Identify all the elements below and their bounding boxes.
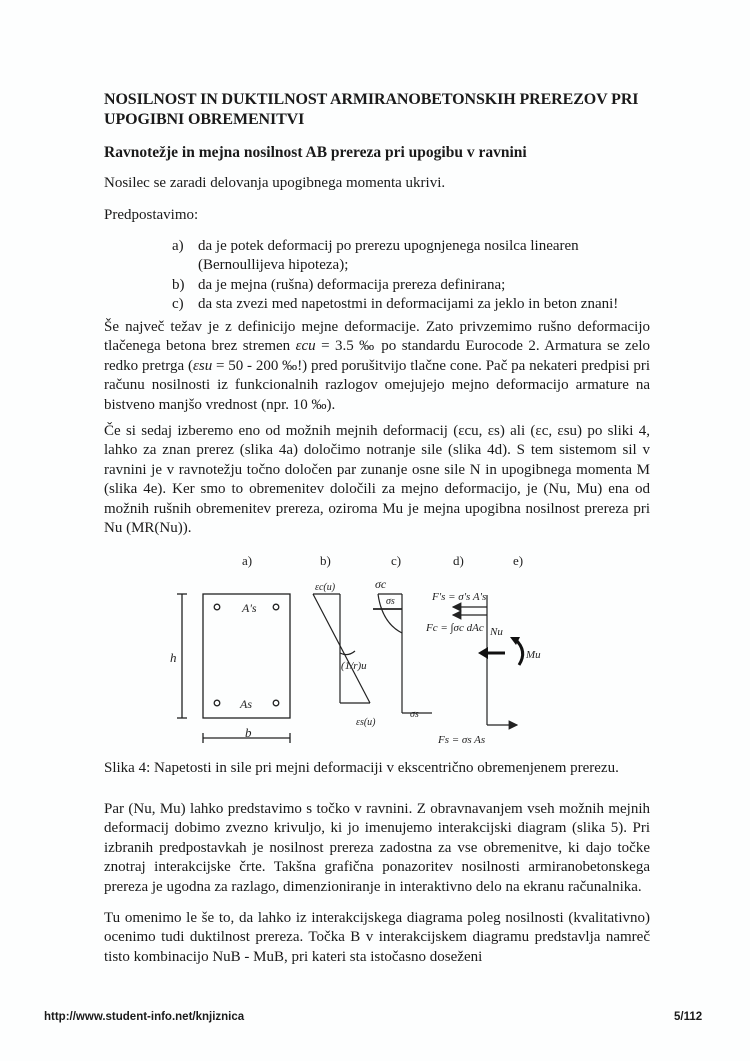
list-item: a) da je potek deformacij po prerezu upognjenega nosilca linearen (Bernoullijeva hipoteza); <box>172 238 579 274</box>
svg-text:Mu: Mu <box>526 649 541 661</box>
svg-text:εc(u): εc(u) <box>315 582 336 593</box>
svg-text:h: h <box>170 650 177 665</box>
paragraph-ductility: Tu omenimo le še to, da lahko iz interakcijskega diagrama poleg nosilnosti (kvalitativno) ocenimo tudi duktilnost prereza. Točka B v interakcijskem diagramu predstavlja namreč tisto kombinacijo NuB - MuB, pri kateri sta istočasno doseženi <box>104 910 650 965</box>
svg-text:σs: σs <box>410 709 419 720</box>
svg-text:F's = σ's A's: F's = σ's A's <box>432 591 487 603</box>
svg-text:A's: A's <box>242 601 257 615</box>
paragraph-intro: Nosilec se zaradi delovanja upogibnega momenta ukrivi. <box>104 175 446 191</box>
svg-text:σc: σc <box>375 577 387 591</box>
paragraph-deformation: Še največ težav je z definicijo mejne deformacije. Zato privzemimo rušno deformacijo tlačenega betona brez stremen εcu = 3.5 ‰ po standardu Eurocode 2. Armatura se zelo redko pretrga (εsu = 50 - 200 ‰!) pred porušitvijo tlačne cone. Pač pa nekateri predpisi pri računu nosilnosti iz funkcionalnih razlogov omejujejo mejno deformacijo armature na bistveno manjšo vrednost (npr. 10 ‰). <box>104 319 650 413</box>
svg-text:Nu: Nu <box>490 626 503 638</box>
svg-text:d): d) <box>453 553 464 568</box>
svg-text:εs(u): εs(u) <box>356 717 376 728</box>
list-item: b) da je mejna (rušna) deformacija prereza definirana; <box>172 276 506 293</box>
section-heading: Ravnotežje in mejna nosilnost AB prereza pri upogibu v ravnini <box>104 144 527 161</box>
svg-text:Fc = ∫σc dAc: Fc = ∫σc dAc <box>426 622 484 634</box>
svg-text:e): e) <box>513 553 524 568</box>
paragraph-limit-state: Če si sedaj izberemo eno od možnih mejnih deformacij (εcu, εs) ali (εc, εsu) po sliki 4, lahko za znan prerez (slika 4a) določimo notranje sile (slika 4d). S tem sistemom sil v ravnini je v ravnotežju točno določen par zunanje osne sile N in upogibnega momenta M (slika 4e). Ker smo to obremenitev določili za mejno deformacijo, je (Nu, Mu) ena od možnih rušnih obremenitev prereza, oziroma Mu je mejna upogibna nosilnost prereza pri Nu (MR(Nu)). <box>104 423 650 537</box>
svg-text:σs: σs <box>386 596 395 607</box>
svg-text:a): a) <box>242 553 253 568</box>
svg-text:Fs = σs As: Fs = σs As <box>438 734 486 746</box>
page-number: 5/112 <box>674 1011 703 1023</box>
paragraph-interaction: Par (Nu, Mu) lahko predstavimo s točko v ravnini. Z obravnavanjem vseh možnih mejnih deformacij dobimo zvezno krivuljo, ki jo imenujemo interakcijski diagram (slika 5). Pri izbranih predpostavkah je nosilnost prereza zadostna za vse obremenitve, ki dajo točke znotraj interakcijske črte. Takšna grafična ponazoritev nosilnosti armiranobetonskega prereza je ugodna za razlago, dimenzioniranje in interaktivno delo na ekranu računalnika. <box>104 801 650 895</box>
section-stress-diagram <box>170 545 590 755</box>
figure-caption: Slika 4: Napetosti in sile pri mejni deformaciji v ekscentrično obremenjenem prerezu. <box>104 760 619 776</box>
list-item: c) da sta zvezi med napetostmi in deformacijami za jeklo in beton znani! <box>172 296 619 313</box>
document-title: NOSILNOST IN DUKTILNOST ARMIRANOBETONSKIH PREREZOV PRI UPOGIBNI OBREMENITVI <box>104 91 639 128</box>
svg-text:c): c) <box>391 553 402 568</box>
footer-url[interactable]: http://www.student-info.net/knjiznica <box>44 1011 245 1023</box>
svg-text:b): b) <box>320 553 331 568</box>
svg-text:(1/r)u: (1/r)u <box>341 660 367 672</box>
svg-text:As: As <box>240 697 252 711</box>
assumptions-list <box>172 237 652 315</box>
figure-4 <box>170 545 590 760</box>
svg-text:b: b <box>245 725 252 740</box>
paragraph-assume: Predpostavimo: <box>104 207 199 223</box>
